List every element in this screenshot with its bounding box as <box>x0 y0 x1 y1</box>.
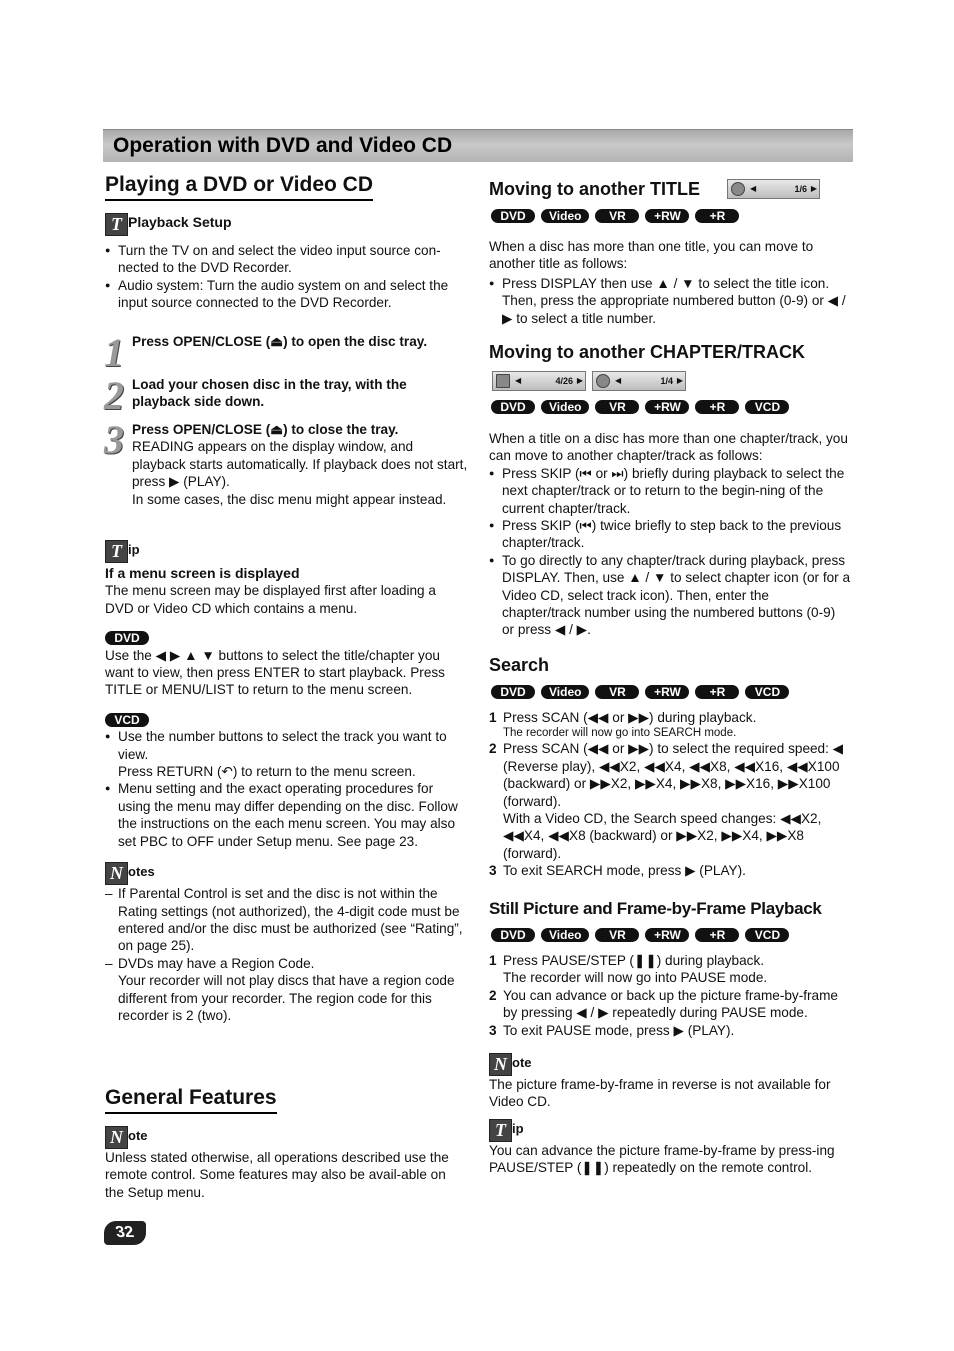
chapter-icon <box>496 374 510 388</box>
disc-icon <box>731 182 745 196</box>
note-icon: N <box>489 1053 512 1076</box>
step-number: 1 <box>489 953 497 968</box>
notes-list <box>105 885 467 1024</box>
badge-video: Video <box>541 209 589 223</box>
step-number-1: 1 <box>104 330 124 375</box>
left-column <box>105 172 467 312</box>
chapter-list <box>489 465 851 639</box>
title-osd-value: 1/6 <box>794 184 807 194</box>
step-2-text: Load your chosen disc in the tray, with the playback side down. <box>132 377 407 410</box>
banner-title: Operation with DVD and Video CD <box>113 134 453 157</box>
right-arrow-icon: ▶ <box>810 184 817 193</box>
vcd-badge-row <box>105 711 467 728</box>
playback-setup-label: Playback Setup <box>128 214 232 230</box>
title-intro: When a disc has more than one title, you can move to another title as follows: <box>489 239 814 272</box>
note-text: The picture frame-by-frame in reverse is not available for Video CD. <box>489 1077 831 1110</box>
badge-vr: VR <box>595 685 639 699</box>
heading-chapter: Moving to another CHAPTER/TRACK <box>489 342 805 362</box>
track-osd-value: 1/4 <box>660 376 673 386</box>
still-steps <box>489 952 851 1039</box>
list-item <box>489 952 851 987</box>
list-item: ● Press DISPLAY then use ▲ / ▼ to select the title icon. Then, press the appropriate numbered button (0-9) or ◀ / ▶ to select a title number. <box>489 275 851 327</box>
general-features <box>105 1085 467 1201</box>
title-badges <box>491 207 745 223</box>
right-arrow-icon: ▶ <box>576 376 583 385</box>
step-number: 3 <box>489 863 497 879</box>
badge-plus-rw: +RW <box>645 400 689 414</box>
playback-setup <box>105 213 467 236</box>
note-label: ote <box>128 1128 148 1143</box>
setup-list <box>105 242 467 312</box>
badge-video: Video <box>541 928 589 942</box>
step-number: 3 <box>489 1022 497 1038</box>
badge-video: Video <box>541 685 589 699</box>
badge-vcd: VCD <box>105 713 149 727</box>
list-item: ● Press SKIP (⏮) twice briefly to step back to the previous chapter/track. <box>489 517 851 552</box>
tip-text: You can advance the picture frame-by-frame by press-ing PAUSE/STEP (❚❚) repeatedly on the remote control. <box>489 1142 835 1176</box>
tip-text: The menu screen may be displayed first after loading a DVD or Video CD which contains a menu. <box>105 583 436 616</box>
list-item: ● Menu setting and the exact operating procedures for using the menu may differ depending on the disc. Follow the instructions on the each menu screen. You may also set PBC to OFF under Setup menu. See page 23. <box>105 780 467 850</box>
vcd-list <box>105 728 467 850</box>
tip-icon: T <box>105 540 128 563</box>
section-banner <box>103 129 853 162</box>
disc-icon <box>596 374 610 388</box>
step-number-3: 3 <box>104 417 124 462</box>
still-badges <box>491 926 795 942</box>
list-item: ● To go directly to any chapter/track during playback, press DISPLAY. Then, use ▲ / ▼ to select chapter icon (or for a Video CD, select track icon). Then, enter the chapter/track number using the numbered buttons (0-9) or press ◀ / ▶. <box>489 552 851 639</box>
badge-vr: VR <box>595 400 639 414</box>
badge-dvd: DVD <box>491 685 535 699</box>
step-number: 2 <box>489 987 497 1003</box>
step-1-text: Press OPEN/CLOSE (⏏) to open the disc tray. <box>132 334 428 349</box>
list-item <box>489 987 851 1022</box>
dvd-text: Use the ◀ ▶ ▲ ▼ buttons to select the title/chapter you want to view, then press ENTER to start playback. Press TITLE or MENU/LIST to return to the menu screen. <box>105 647 445 698</box>
step-3 <box>132 421 468 508</box>
chapter-intro: When a title on a disc has more than one chapter/track, you can move to another chapter/track as follows: <box>489 431 848 464</box>
badge-vcd: VCD <box>745 400 789 414</box>
notes-heading-row <box>105 862 467 885</box>
step-text: Press SCAN (◀◀ or ▶▶) to select the required speed: ◀ (Reverse play), ◀◀X2, ◀◀X4, ◀◀X8, ◀◀X16, ◀◀X100 (backward) or ▶▶X2, ▶▶X4, ▶▶X8, ▶▶X16, ▶▶X100 (forward). With a Video CD, the Search speed changes: ◀◀X2, ◀◀X4, ◀◀X8 (backward) or ▶▶X2, ▶▶X4, ▶▶X8 (forward). <box>503 741 844 861</box>
badge-vr: VR <box>595 928 639 942</box>
heading-still: Still Picture and Frame-by-Frame Playback <box>489 899 822 918</box>
tip-icon: T <box>489 1119 512 1142</box>
track-osd-display <box>592 371 686 391</box>
badge-vcd: VCD <box>745 685 789 699</box>
search-body <box>489 709 851 880</box>
step-number: 1 <box>489 710 497 725</box>
heading-playing: Playing a DVD or Video CD <box>105 172 373 201</box>
list-item: ● Audio system: Turn the audio system on and select the input source connected to the DVD Recorder. <box>105 277 467 312</box>
left-arrow-icon: ◀ <box>750 184 757 193</box>
badge-plus-rw: +RW <box>645 209 689 223</box>
list-item <box>489 862 851 879</box>
left-tips-block <box>105 540 467 1024</box>
list-item <box>489 709 851 740</box>
step-text: You can advance or back up the picture frame-by-frame by pressing ◀ / ▶ repeatedly during PAUSE mode. <box>503 987 838 1021</box>
chapter-body <box>489 430 851 639</box>
list-item: ● Press SKIP (⏮ or ⏭) briefly during playback to select the next chapter/track or to return to the begin-ning of the current chapter/track. <box>489 465 851 517</box>
step-text: To exit PAUSE mode, press ▶ (PLAY). <box>503 1022 735 1038</box>
tip-heading-row <box>105 540 467 563</box>
title-osd-display <box>727 179 820 199</box>
note-label: ote <box>512 1055 532 1071</box>
step-number-2: 2 <box>104 373 124 418</box>
still-section <box>489 898 851 920</box>
badge-plus-r: +R <box>695 209 739 223</box>
step-text: Press SCAN (◀◀ or ▶▶) during playback. <box>503 710 757 725</box>
step-3-title: Press OPEN/CLOSE (⏏) to close the tray. <box>132 422 399 437</box>
title-body <box>489 238 851 327</box>
notes-label: otes <box>128 864 155 880</box>
list-item: ● Use the number buttons to select the track you want to view. Press RETURN (↶) to return to the menu screen. <box>105 728 467 780</box>
badge-dvd: DVD <box>491 209 535 223</box>
chapter-osd-value: 4/26 <box>555 376 573 386</box>
tip-heading-row <box>489 1119 851 1142</box>
search-badges <box>491 683 795 699</box>
chapter-section <box>489 341 851 363</box>
note-icon: N <box>105 1126 128 1149</box>
badge-vr: VR <box>595 209 639 223</box>
tip-label: ip <box>128 542 140 557</box>
page-number-badge <box>104 1221 146 1245</box>
search-steps <box>489 709 851 880</box>
dvd-badge-row <box>105 629 467 646</box>
list-item: – DVDs may have a Region Code. Your recorder will not play discs that have a region code different from your recorder. The region code for this recorder is 2 (two). <box>105 955 467 1025</box>
chapter-osd-display <box>492 371 586 391</box>
list-item: ● Turn the TV on and select the video input source con-nected to the DVD Recorder. <box>105 242 467 277</box>
heading-title: Moving to another TITLE <box>489 179 700 199</box>
heading-general: General Features <box>105 1085 277 1114</box>
list-item <box>489 1022 851 1039</box>
right-arrow-icon: ▶ <box>676 376 683 385</box>
still-body <box>489 952 851 1177</box>
search-section <box>489 654 851 676</box>
badge-plus-rw: +RW <box>645 685 689 699</box>
badge-dvd: DVD <box>105 631 149 645</box>
notes-icon: N <box>105 862 128 885</box>
list-item: – If Parental Control is set and the disc is not within the Rating settings (not authorized), the 4-digit code must be entered and/or the disc must be authorized (see “Rating”, on page 25). <box>105 885 467 955</box>
badge-plus-r: +R <box>695 928 739 942</box>
step-text: To exit SEARCH mode, press ▶ (PLAY). <box>503 863 746 879</box>
list-item <box>489 740 851 862</box>
badge-plus-rw: +RW <box>645 928 689 942</box>
heading-search: Search <box>489 655 550 675</box>
general-note-heading-row <box>105 1126 467 1149</box>
tip-icon: T <box>105 213 128 236</box>
badge-dvd: DVD <box>491 928 535 942</box>
title-list <box>489 275 851 327</box>
badge-plus-r: +R <box>695 400 739 414</box>
badge-plus-r: +R <box>695 685 739 699</box>
left-arrow-icon: ◀ <box>615 376 622 385</box>
tip-label: ip <box>512 1120 524 1136</box>
general-note-text: Unless stated otherwise, all operations described use the remote control. Some features may also be avail-able on the Setup menu. <box>105 1150 449 1200</box>
step-number: 2 <box>489 741 497 757</box>
step-3-text: READING appears on the display window, and playback starts automatically. If playback does not start, press ▶ (PLAY). In some cases, the disc menu might appear instead. <box>132 439 468 507</box>
badge-video: Video <box>541 400 589 414</box>
step-text: Press PAUSE/STEP (❚❚) during playback. The recorder will now go into PAUSE mode. <box>503 953 768 986</box>
left-arrow-icon: ◀ <box>515 376 522 385</box>
note-heading-row <box>489 1053 851 1076</box>
chapter-badges <box>491 398 795 414</box>
tip-heading: If a menu screen is displayed <box>105 565 300 581</box>
badge-vcd: VCD <box>745 928 789 942</box>
step-subtext: The recorder will now go into SEARCH mode. <box>503 727 737 740</box>
badge-dvd: DVD <box>491 400 535 414</box>
page-number: 32 <box>114 1224 136 1241</box>
